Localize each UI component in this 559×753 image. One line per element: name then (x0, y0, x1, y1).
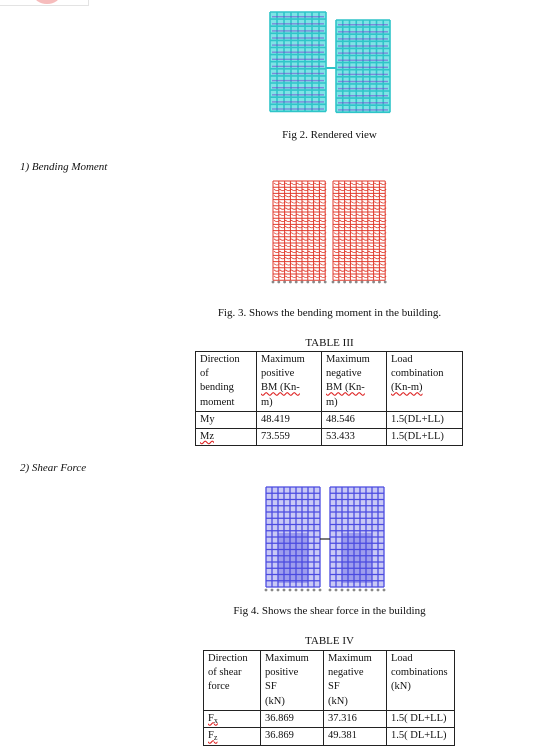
support-node (337, 281, 340, 284)
left-tower-slab (272, 73, 324, 74)
fig2-caption: Fig 2. Rendered view (282, 129, 377, 141)
support-node (366, 281, 369, 284)
support-node (312, 281, 315, 284)
support-node (277, 589, 280, 592)
support-node (341, 589, 344, 592)
table-cell: $F_z$ (204, 728, 261, 746)
support-node (295, 589, 298, 592)
header-cell: Maximum positive SF (kN) (261, 651, 324, 711)
support-node (318, 281, 321, 284)
right-tower-slab (338, 88, 388, 89)
left-tower-slab (272, 23, 324, 24)
table3 (195, 351, 463, 446)
support-node (335, 589, 338, 592)
sf-right-core (342, 533, 372, 583)
support-node (329, 589, 332, 592)
support-node (307, 589, 310, 592)
fig4-caption: Fig 4. Shows the shear force in the building (233, 605, 426, 617)
section-heading-shear-force: 2) Shear Force (20, 462, 87, 474)
support-node (295, 281, 298, 284)
right-tower-slab (338, 95, 388, 96)
rendered-building-figure (264, 8, 392, 116)
header-cell: Load combinations (kN) (387, 651, 455, 711)
table-row (204, 710, 455, 728)
support-node (359, 589, 362, 592)
left-tower-slab (272, 80, 324, 81)
left-tower-slab (272, 44, 324, 45)
header-cell: Load combination (Kn-m) (387, 352, 463, 412)
support-node (283, 281, 286, 284)
table-cell: 73.559 (257, 428, 322, 445)
table-row (204, 728, 455, 746)
left-tower-slab (272, 59, 324, 60)
support-node (365, 589, 368, 592)
table-header-row (196, 352, 463, 412)
support-node (355, 281, 358, 284)
support-node (289, 281, 292, 284)
right-tower-slab (338, 31, 388, 32)
left-tower-slab (272, 108, 324, 109)
left-tower-slab (272, 37, 324, 38)
support-node (271, 589, 274, 592)
header-cell: Direction of bending moment (196, 352, 257, 412)
support-node (301, 589, 304, 592)
table-cell: 36.869 (261, 710, 324, 728)
support-node (384, 281, 387, 284)
right-tower-slab (338, 45, 388, 46)
table-cell: 1.5( DL+LL) (387, 710, 455, 728)
right-tower-slab (338, 81, 388, 82)
table-cell: Mz (196, 428, 257, 445)
left-tower-slab (272, 101, 324, 102)
header-cell: Maximum positive BM (Kn- m) (257, 352, 322, 412)
table-header-row (204, 651, 455, 711)
support-node (283, 589, 286, 592)
table-cell: 1.5(DL+LL) (387, 428, 463, 445)
support-node (353, 589, 356, 592)
header-cell: Direction of shear force (204, 651, 261, 711)
support-node (378, 281, 381, 284)
left-tower-slab (272, 16, 324, 17)
right-tower-slab (338, 74, 388, 75)
support-node (371, 589, 374, 592)
fig3-caption: Fig. 3. Shows the bending moment in the building. (217, 307, 442, 319)
left-tower-slab (272, 52, 324, 53)
support-node (306, 281, 309, 284)
left-tower-slab (272, 66, 324, 67)
table4 (203, 650, 455, 746)
support-node (265, 589, 268, 592)
table3-title: TABLE III (305, 337, 354, 349)
left-tower-frame (270, 12, 326, 111)
support-node (343, 281, 346, 284)
support-node (301, 281, 304, 284)
support-node (372, 281, 375, 284)
support-node (272, 281, 275, 284)
support-node (347, 589, 350, 592)
right-tower-slab (338, 24, 388, 25)
support-node (324, 281, 327, 284)
table-row (196, 428, 463, 445)
bending-moment-figure (269, 177, 391, 287)
table-cell: 1.5(DL+LL) (387, 411, 463, 428)
table-cell: 1.5( DL+LL) (387, 728, 455, 746)
table-cell: 48.419 (257, 411, 322, 428)
right-tower-slab (338, 38, 388, 39)
table-cell: My (196, 411, 257, 428)
table-cell: 53.433 (322, 428, 387, 445)
support-node (332, 281, 335, 284)
support-node (319, 589, 322, 592)
table4-title: TABLE IV (305, 635, 354, 647)
support-node (289, 589, 292, 592)
support-node (383, 589, 386, 592)
right-tower-slab (338, 109, 388, 110)
support-node (277, 281, 280, 284)
table-cell: 48.546 (322, 411, 387, 428)
table-cell: 37.316 (324, 710, 387, 728)
support-node (349, 281, 352, 284)
support-node (361, 281, 364, 284)
header-cell: Maximum negative SF (kN) (324, 651, 387, 711)
section-heading-bending-moment: 1) Bending Moment (20, 161, 108, 173)
support-node (377, 589, 380, 592)
right-tower-slab (338, 102, 388, 103)
support-node (313, 589, 316, 592)
left-tower-slab (272, 94, 324, 95)
corner-artifact (0, 0, 100, 10)
right-tower-slab (338, 60, 388, 61)
table-cell: 36.869 (261, 728, 324, 746)
left-tower-slab (272, 87, 324, 88)
right-tower-slab (338, 67, 388, 68)
right-tower-slab (338, 52, 388, 53)
header-cell: Maximum negative BM (Kn- m) (322, 352, 387, 412)
sf-left-core (278, 533, 308, 583)
table-cell: 49.381 (324, 728, 387, 746)
table-row (196, 411, 463, 428)
left-tower-slab (272, 30, 324, 31)
shear-force-figure (262, 483, 392, 595)
table-cell: $F_x$ (204, 710, 261, 728)
